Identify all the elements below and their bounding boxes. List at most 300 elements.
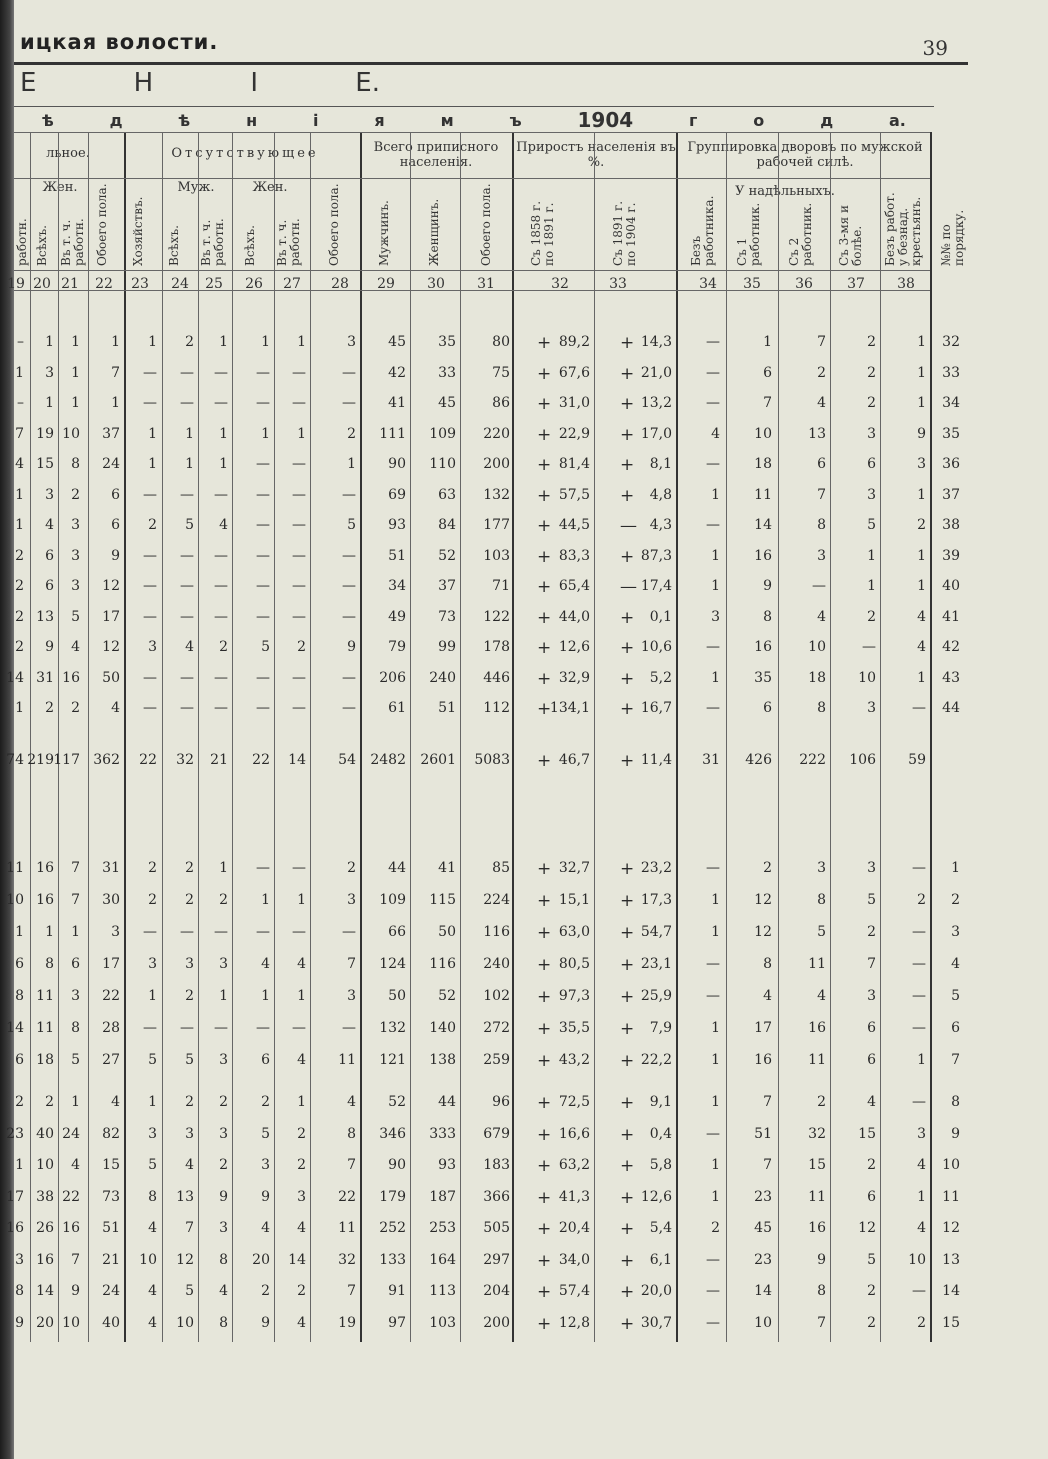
column-header: Въ т. ч. работн.: [275, 218, 302, 266]
value-cell: 7: [347, 1283, 356, 1299]
value-cell: 11: [338, 1052, 356, 1068]
row-number-cell: 3: [951, 924, 960, 940]
percent-cell: 35,5: [558, 1020, 590, 1036]
value-cell: 18: [754, 456, 772, 472]
row-number-cell: 37: [942, 486, 960, 503]
value-cell: 6: [15, 1052, 24, 1068]
value-cell: 4: [917, 1157, 926, 1173]
value-cell: 21: [102, 1251, 120, 1268]
value-cell: 7: [111, 364, 120, 381]
value-cell: 1: [917, 364, 926, 381]
value-cell: 11: [338, 1220, 356, 1236]
percent-cell: 12,8: [558, 1314, 590, 1331]
value-cell: —: [342, 608, 356, 625]
table-row: [0, 395, 1048, 415]
value-cell: 1: [917, 669, 926, 686]
value-cell: 17: [102, 956, 120, 972]
value-cell: —: [143, 578, 157, 594]
value-cell: 3: [347, 334, 356, 350]
value-cell: 3: [71, 547, 80, 564]
sign-cell: +: [537, 891, 552, 911]
value-cell: 1: [711, 669, 720, 686]
group-header-gruppirovka: Группировка дворовъ по мужской рабочей силѣ.: [687, 140, 923, 170]
sign-cell: +: [620, 1156, 635, 1176]
value-cell: 9: [763, 578, 772, 594]
sign-cell: +: [620, 1093, 635, 1113]
value-cell: 4: [185, 639, 194, 655]
title-letter: І: [250, 68, 259, 98]
value-cell: 117: [53, 752, 80, 768]
value-cell: —: [706, 1125, 720, 1142]
value-cell: 45: [438, 395, 456, 411]
value-cell: 15: [102, 1157, 120, 1173]
value-cell: 16: [808, 1020, 826, 1036]
value-cell: 121: [379, 1052, 406, 1068]
title-letter: я: [374, 110, 385, 130]
table-row: [0, 700, 1048, 720]
title-letter: м: [440, 110, 454, 130]
value-cell: 7: [817, 486, 826, 503]
value-cell: —: [706, 956, 720, 972]
value-cell: 1: [148, 988, 157, 1004]
value-cell: 41: [438, 860, 456, 876]
value-cell: 4: [867, 1094, 876, 1110]
table-row: [0, 752, 1048, 772]
value-cell: 4: [763, 988, 772, 1004]
percent-cell: 0,4: [649, 1125, 672, 1142]
sign-cell: +: [537, 424, 552, 445]
value-cell: —: [256, 1020, 270, 1036]
percent-cell: 34,0: [558, 1251, 590, 1268]
column-header: Всѣхъ.: [35, 225, 49, 266]
value-cell: 9: [111, 547, 120, 564]
value-cell: 4: [347, 1094, 356, 1110]
value-cell: —: [706, 456, 720, 472]
value-cell: —: [214, 1020, 228, 1036]
value-cell: —: [256, 456, 270, 472]
value-cell: 2: [219, 1157, 228, 1173]
value-cell: 1: [148, 1094, 157, 1110]
value-cell: 5: [867, 1251, 876, 1268]
value-cell: 14: [6, 669, 24, 686]
value-cell: —: [292, 860, 306, 876]
row-divider: [14, 270, 930, 271]
sign-cell: +: [620, 1250, 635, 1271]
value-cell: 6: [763, 364, 772, 381]
value-cell: 7: [347, 1157, 356, 1173]
value-cell: 2: [917, 1314, 926, 1331]
percent-cell: 31,0: [558, 395, 590, 411]
value-cell: —: [143, 1020, 157, 1036]
column-number: 27: [283, 276, 301, 292]
value-cell: —: [706, 517, 720, 533]
value-cell: 240: [483, 956, 510, 972]
value-cell: 16: [754, 639, 772, 655]
title-letter: ъ: [509, 110, 522, 130]
table-row: [0, 1315, 1048, 1335]
value-cell: 26: [36, 1220, 54, 1236]
percent-cell: 134,1: [549, 700, 590, 716]
value-cell: –: [17, 334, 24, 350]
table-row: [0, 517, 1048, 537]
value-cell: 8: [15, 988, 24, 1004]
value-cell: —: [342, 669, 356, 686]
percent-cell: 41,3: [558, 1188, 590, 1205]
title-letter: Н: [133, 68, 154, 98]
value-cell: 1: [45, 334, 54, 350]
value-cell: 15: [808, 1157, 826, 1173]
percent-cell: 72,5: [558, 1094, 590, 1110]
percent-cell: 17,4: [640, 578, 672, 594]
value-cell: 9: [71, 1283, 80, 1299]
value-cell: 23: [6, 1125, 24, 1142]
column-header: Съ 3-мя и болѣе.: [837, 204, 864, 266]
table-row: [0, 924, 1048, 944]
sign-cell: +: [537, 699, 552, 719]
row-number-cell: 40: [942, 578, 960, 594]
value-cell: 122: [483, 608, 510, 625]
value-cell: 2: [817, 364, 826, 381]
sign-cell: +: [537, 333, 552, 353]
value-cell: 9: [817, 1251, 826, 1268]
value-cell: —: [912, 1094, 926, 1110]
title-letter: ѣ: [41, 110, 54, 130]
value-cell: 14: [754, 1283, 772, 1299]
value-cell: 69: [388, 486, 406, 503]
value-cell: 44: [388, 860, 406, 876]
sign-cell: —: [620, 577, 637, 597]
value-cell: 12: [754, 892, 772, 908]
table-row: [0, 1220, 1048, 1240]
title-letter: г: [689, 110, 698, 130]
column-number: 21: [61, 276, 79, 292]
value-cell: 116: [429, 956, 456, 972]
value-cell: —: [256, 860, 270, 876]
value-cell: 4: [111, 700, 120, 716]
percent-cell: 8,1: [649, 456, 672, 472]
value-cell: 6: [817, 456, 826, 472]
sign-cell: +: [620, 668, 635, 689]
value-cell: 1: [219, 334, 228, 350]
column-header: Обоего пола.: [479, 183, 493, 266]
value-cell: 1: [297, 892, 306, 908]
column-header: Обоего пола.: [327, 183, 341, 266]
value-cell: —: [214, 924, 228, 940]
value-cell: 8: [45, 956, 54, 972]
value-cell: —: [706, 639, 720, 655]
value-cell: 11: [754, 486, 772, 503]
value-cell: —: [292, 669, 306, 686]
value-cell: 61: [388, 700, 406, 716]
title-letter: д: [109, 110, 123, 130]
value-cell: 362: [93, 752, 120, 768]
value-cell: —: [706, 364, 720, 381]
value-cell: 7: [15, 425, 24, 442]
column-header: №№ по порядку.: [939, 209, 966, 266]
percent-cell: 17,0: [640, 425, 672, 442]
column-header: Съ 1 работник.: [735, 202, 762, 266]
percent-cell: 5,2: [649, 669, 672, 686]
value-cell: 16: [36, 860, 54, 876]
value-cell: 1: [711, 486, 720, 503]
value-cell: 272: [483, 1020, 510, 1036]
value-cell: —: [180, 924, 194, 940]
value-cell: —: [214, 364, 228, 381]
percent-cell: 83,3: [558, 547, 590, 564]
column-number: 30: [427, 276, 445, 292]
value-cell: —: [706, 1314, 720, 1331]
value-cell: 187: [429, 1188, 456, 1205]
value-cell: 1: [219, 988, 228, 1004]
value-cell: 1: [917, 1188, 926, 1205]
value-cell: —: [292, 1020, 306, 1036]
value-cell: 3: [817, 547, 826, 564]
value-cell: —: [180, 669, 194, 686]
table-row: [0, 860, 1048, 880]
value-cell: 4: [15, 456, 24, 472]
row-number-cell: 4: [951, 956, 960, 972]
value-cell: 50: [438, 924, 456, 940]
value-cell: —: [342, 924, 356, 940]
value-cell: 5: [148, 1052, 157, 1068]
table-title-row: [14, 106, 934, 133]
table-row: [0, 609, 1048, 629]
column-header: Обоего пола.: [95, 183, 109, 266]
value-cell: 1: [111, 395, 120, 411]
value-cell: 1: [71, 1094, 80, 1110]
value-cell: 7: [763, 1157, 772, 1173]
value-cell: 222: [799, 752, 826, 768]
sign-cell: +: [537, 1219, 552, 1239]
value-cell: —: [292, 395, 306, 411]
value-cell: 22: [252, 752, 270, 768]
value-cell: 1: [711, 892, 720, 908]
value-cell: 8: [219, 1314, 228, 1331]
value-cell: 12: [102, 639, 120, 655]
value-cell: 8: [71, 1020, 80, 1036]
value-cell: 3: [917, 1125, 926, 1142]
row-number-cell: 42: [942, 639, 960, 655]
value-cell: 54: [338, 752, 356, 768]
value-cell: 5: [185, 517, 194, 533]
value-cell: 9: [15, 1314, 24, 1331]
percent-cell: 63,2: [558, 1157, 590, 1173]
value-cell: 9: [219, 1188, 228, 1205]
value-cell: 8: [219, 1251, 228, 1268]
column-number: 22: [95, 276, 113, 292]
percent-cell: 9,1: [649, 1094, 672, 1110]
value-cell: —: [214, 669, 228, 686]
row-number-cell: 43: [942, 669, 960, 686]
value-cell: 10: [808, 639, 826, 655]
value-cell: 106: [849, 752, 876, 768]
value-cell: 34: [388, 578, 406, 594]
sign-cell: +: [620, 1313, 635, 1334]
value-cell: 4: [817, 395, 826, 411]
value-cell: 15: [36, 456, 54, 472]
value-cell: 11: [808, 956, 826, 972]
table-row: [0, 1283, 1048, 1303]
value-cell: 16: [36, 892, 54, 908]
sign-cell: +: [537, 859, 552, 879]
value-cell: 93: [388, 517, 406, 533]
value-cell: —: [706, 700, 720, 716]
value-cell: 41: [388, 395, 406, 411]
value-cell: —: [912, 988, 926, 1004]
value-cell: 7: [347, 956, 356, 972]
percent-cell: 5,8: [649, 1157, 672, 1173]
table-row: [0, 1157, 1048, 1177]
value-cell: 1: [711, 1094, 720, 1110]
value-cell: 133: [379, 1251, 406, 1268]
row-number-cell: 44: [942, 700, 960, 716]
value-cell: —: [706, 860, 720, 876]
sign-cell: +: [620, 1019, 635, 1039]
group-header-u-nadelnykh: У надѣльныхъ.: [735, 184, 835, 199]
value-cell: –: [17, 395, 24, 411]
percent-cell: 80,5: [558, 956, 590, 972]
row-number-cell: 32: [942, 334, 960, 350]
value-cell: 2: [45, 1094, 54, 1110]
percent-cell: 32,9: [558, 669, 590, 686]
sign-cell: +: [537, 1093, 552, 1113]
value-cell: 99: [438, 639, 456, 655]
value-cell: 2: [867, 364, 876, 381]
row-number-cell: 14: [942, 1283, 960, 1299]
value-cell: 3: [867, 700, 876, 716]
value-cell: 14: [288, 752, 306, 768]
running-title: ицкая волости.: [20, 30, 219, 54]
value-cell: —: [256, 364, 270, 381]
page-number: 39: [922, 36, 948, 60]
column-header: Безъ работ. у безнад. крестьянъ.: [883, 192, 923, 266]
value-cell: 8: [817, 892, 826, 908]
percent-cell: 63,0: [558, 924, 590, 940]
percent-cell: 6,1: [649, 1251, 672, 1268]
column-number: 26: [245, 276, 263, 292]
value-cell: 3: [45, 364, 54, 381]
value-cell: —: [180, 486, 194, 503]
table-row: [0, 456, 1048, 476]
sign-cell: +: [620, 1282, 635, 1302]
value-cell: 3: [219, 956, 228, 972]
value-cell: 1: [15, 486, 24, 503]
sign-cell: +: [537, 607, 552, 628]
value-cell: 3: [297, 1188, 306, 1205]
percent-cell: 12,6: [640, 1188, 672, 1205]
value-cell: 21: [210, 752, 228, 768]
value-cell: 16: [808, 1220, 826, 1236]
sign-cell: +: [537, 955, 552, 975]
value-cell: 1: [261, 334, 270, 350]
value-cell: —: [180, 1020, 194, 1036]
value-cell: 2: [711, 1220, 720, 1236]
row-number-cell: 6: [951, 1020, 960, 1036]
value-cell: 49: [388, 608, 406, 625]
sign-cell: +: [537, 577, 552, 597]
title-letter: а.: [889, 110, 906, 130]
value-cell: —: [912, 860, 926, 876]
value-cell: 1: [297, 334, 306, 350]
percent-cell: 23,1: [640, 956, 672, 972]
value-cell: 7: [71, 1251, 80, 1268]
row-number-cell: 12: [942, 1220, 960, 1236]
value-cell: —: [256, 486, 270, 503]
sign-cell: +: [620, 485, 635, 506]
row-number-cell: 35: [942, 425, 960, 442]
sign-cell: +: [620, 923, 635, 943]
sign-cell: —: [620, 516, 637, 536]
value-cell: 40: [102, 1314, 120, 1331]
value-cell: 2: [347, 860, 356, 876]
value-cell: 6: [867, 456, 876, 472]
sign-cell: +: [537, 668, 552, 689]
value-cell: 1: [148, 334, 157, 350]
column-header: Съ 1891 г. по 1904 г.: [611, 200, 638, 266]
value-cell: 1: [297, 1094, 306, 1110]
value-cell: 4: [219, 517, 228, 533]
value-cell: —: [256, 578, 270, 594]
column-number: 23: [131, 276, 149, 292]
title-letter: Е: [20, 68, 37, 98]
percent-cell: 21,0: [640, 364, 672, 381]
sign-cell: +: [537, 1156, 552, 1176]
value-cell: 10: [139, 1251, 157, 1268]
table-row: [0, 334, 1048, 354]
value-cell: 2: [185, 860, 194, 876]
value-cell: 3: [219, 1052, 228, 1068]
percent-cell: 22,9: [558, 425, 590, 442]
value-cell: 2: [71, 486, 80, 503]
column-number: 19: [7, 276, 25, 292]
value-cell: 9: [45, 639, 54, 655]
value-cell: 2: [185, 988, 194, 1004]
value-cell: 426: [745, 752, 772, 768]
value-cell: —: [706, 395, 720, 411]
value-cell: —: [256, 700, 270, 716]
value-cell: 51: [388, 547, 406, 564]
column-header: Безъ работника.: [689, 195, 716, 266]
value-cell: 7: [71, 892, 80, 908]
value-cell: 297: [483, 1251, 510, 1268]
sign-cell: +: [537, 1282, 552, 1302]
value-cell: 2: [297, 639, 306, 655]
value-cell: 6: [111, 486, 120, 503]
row-number-cell: 10: [942, 1157, 960, 1173]
value-cell: 1: [867, 547, 876, 564]
percent-cell: 23,2: [640, 860, 672, 876]
value-cell: 10: [36, 1157, 54, 1173]
value-cell: 9: [917, 425, 926, 442]
value-cell: 1: [711, 578, 720, 594]
value-cell: 2: [45, 700, 54, 716]
table-row: [0, 1020, 1048, 1040]
sign-cell: +: [537, 363, 552, 384]
value-cell: —: [256, 395, 270, 411]
value-cell: 73: [438, 608, 456, 625]
value-cell: —: [256, 924, 270, 940]
value-cell: 22: [102, 988, 120, 1004]
value-cell: 346: [379, 1125, 406, 1142]
title-letter: ѣ: [178, 110, 191, 130]
value-cell: —: [342, 486, 356, 503]
value-cell: 1: [917, 547, 926, 564]
value-cell: —: [292, 517, 306, 533]
percent-cell: 54,7: [640, 924, 672, 940]
value-cell: 132: [379, 1020, 406, 1036]
group-header-muzh: Муж.: [177, 180, 215, 195]
value-cell: 111: [379, 425, 406, 442]
